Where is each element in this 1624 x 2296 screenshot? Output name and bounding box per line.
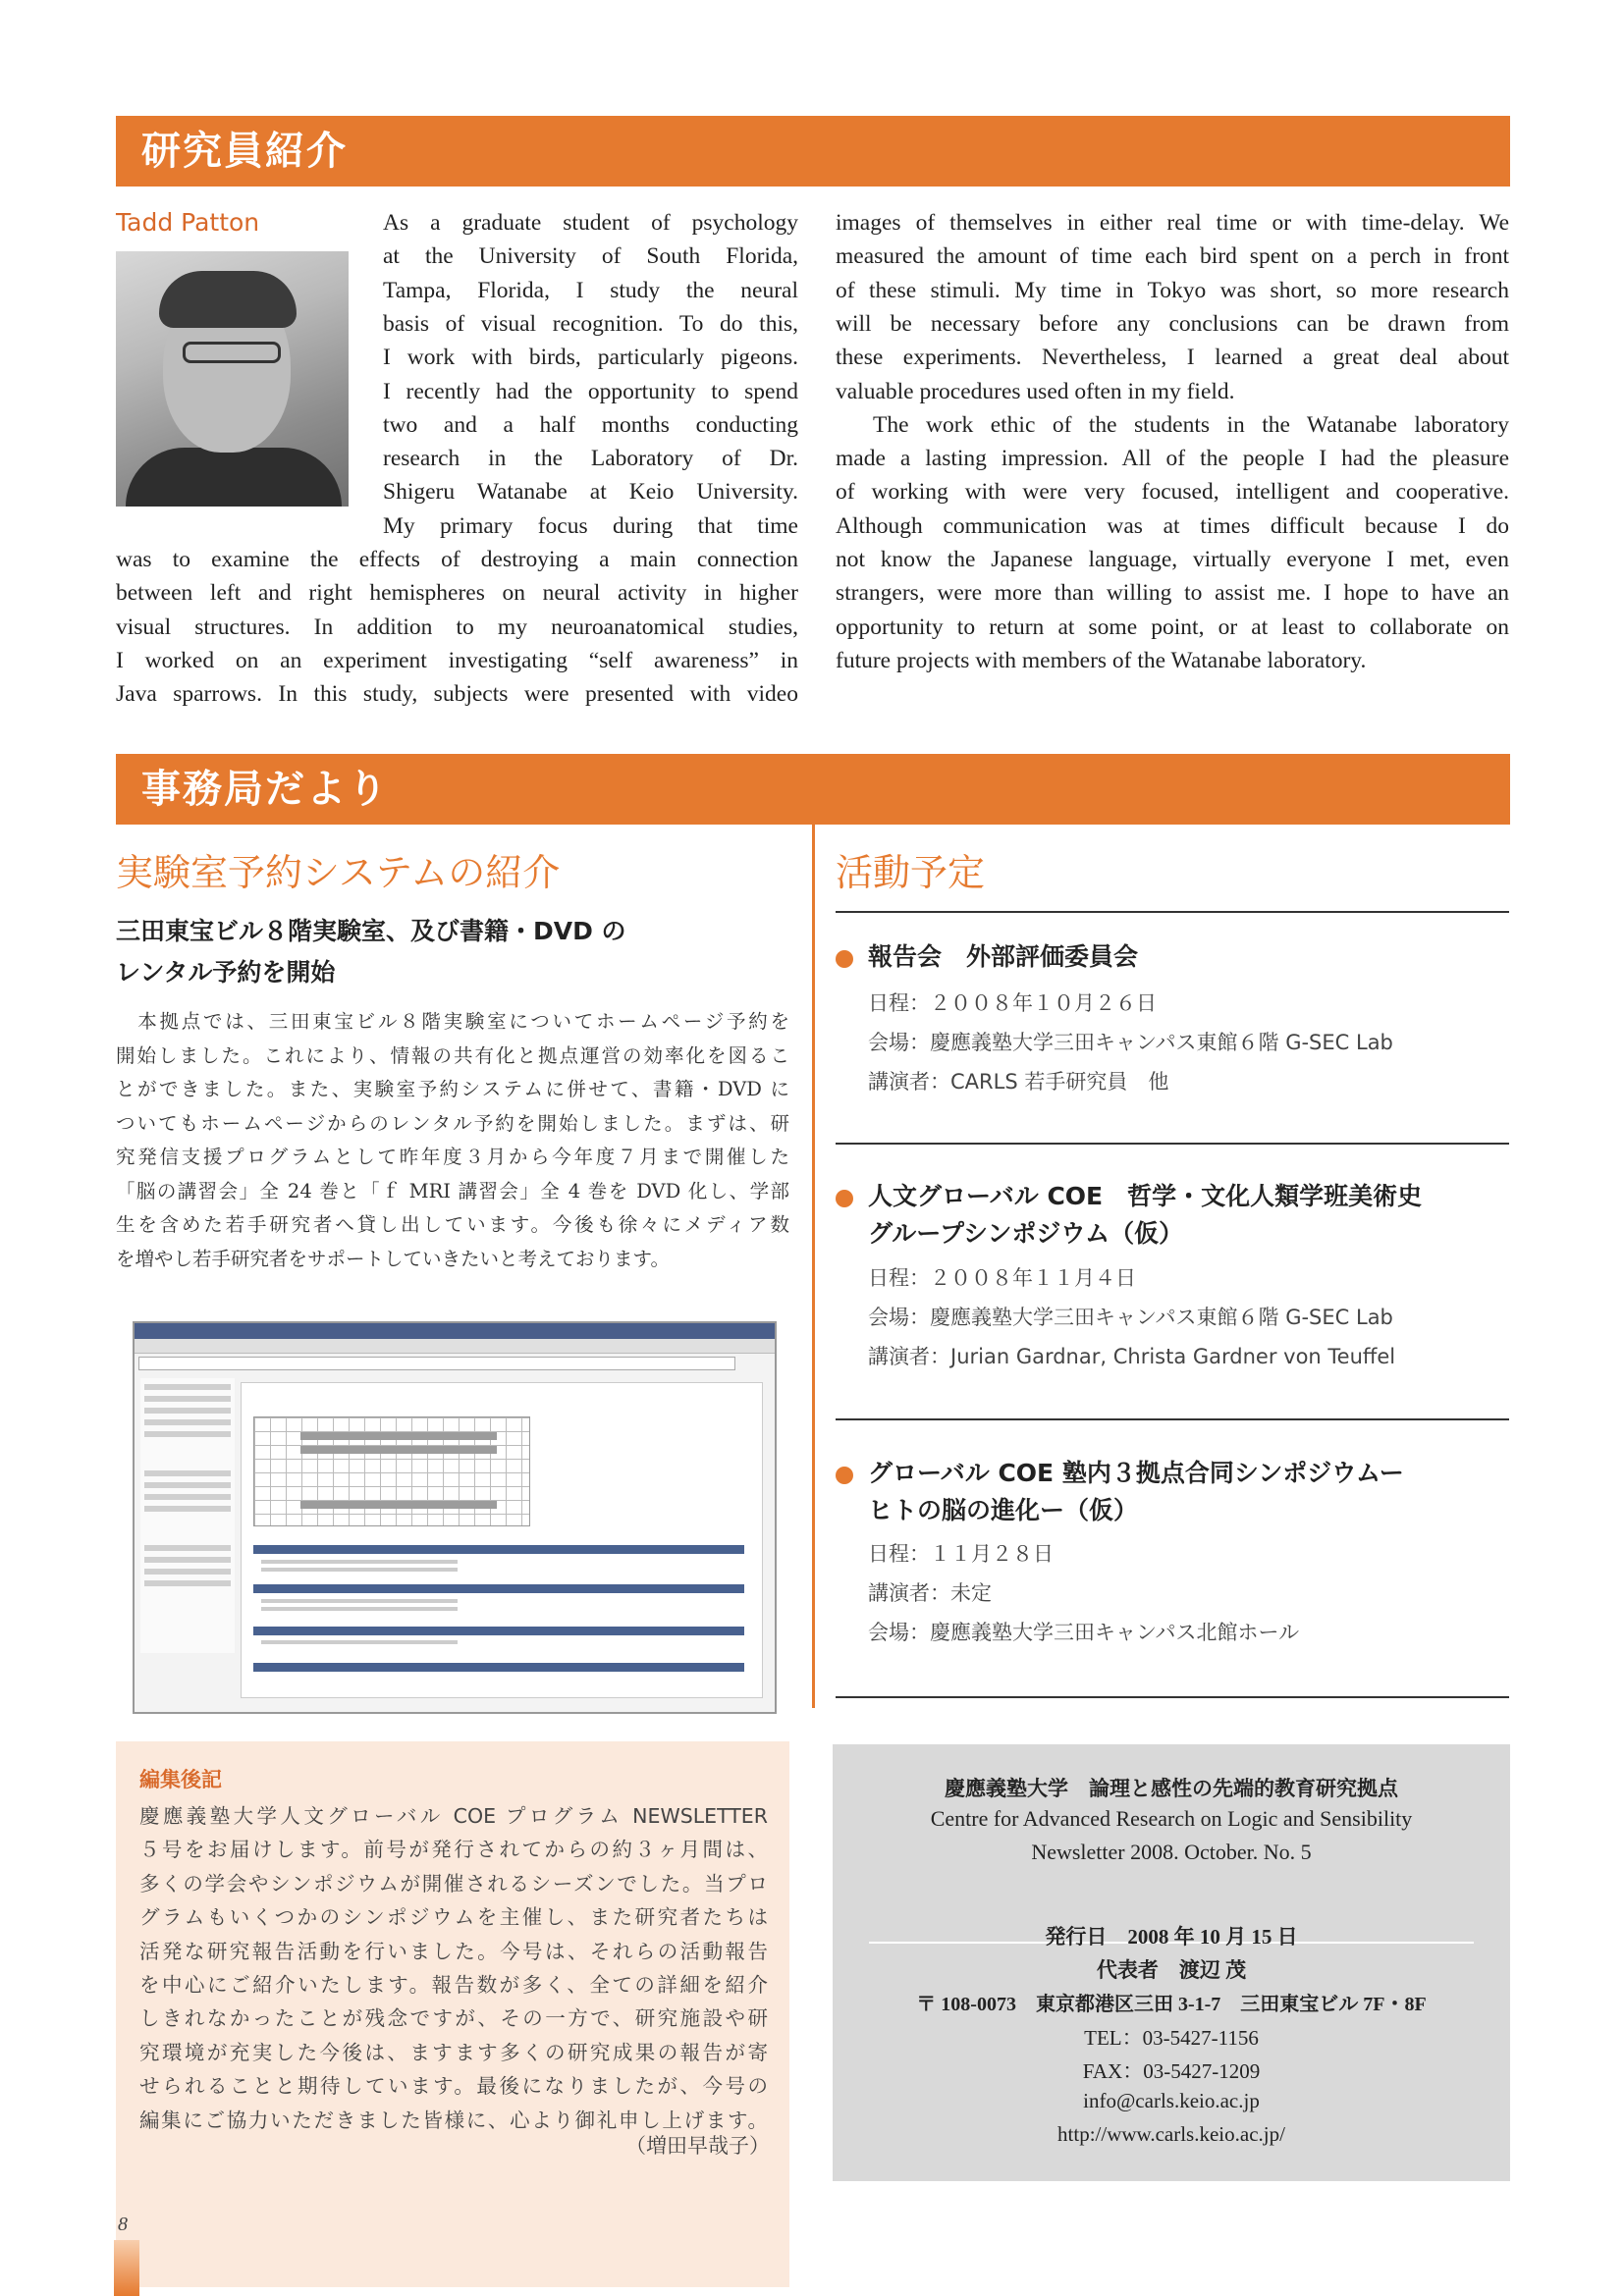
lab-reservation-body-line: とができました。また、実験室予約システムに併せて、書籍・DVD に bbox=[116, 1078, 789, 1100]
lab-reservation-body-line: 開始しました。これにより、情報の共有化と拠点運営の効率化を図るこ bbox=[116, 1043, 789, 1067]
event-3-date: 日程：１１月２８日 bbox=[868, 1542, 1054, 1566]
editorial-body-line: グラムもいくつかのシンポジウムを主催し、また研究者たちは bbox=[139, 1905, 768, 1930]
researcher-text-line: images of themselves in either real time or with time-delay. We bbox=[836, 210, 1509, 236]
researcher-text-line: at the University of South Florida, bbox=[383, 243, 798, 270]
editorial-title: 編集後記 bbox=[139, 1768, 222, 1791]
event-3-title-1: グローバル COE 塾内３拠点合同シンポジウムー bbox=[868, 1459, 1404, 1487]
editorial-body-line: 慶應義塾大学人文グローバル COE プログラム NEWSLETTER bbox=[139, 1804, 768, 1828]
researcher-text-line: research in the Laboratory of Dr. bbox=[383, 446, 798, 472]
event-2-title-2: グループシンポジウム（仮） bbox=[868, 1219, 1184, 1248]
researcher-text-line: basis of visual recognition. To do this, bbox=[383, 310, 798, 337]
column-divider bbox=[812, 819, 815, 1708]
researcher-text-line: Although communication was at times difficult because I do bbox=[836, 512, 1509, 539]
activity-schedule-heading: 活動予定 bbox=[836, 851, 986, 894]
editorial-body-line: 編集にご協力いただきました皆様に、心より御礼申し上げます。 bbox=[139, 2108, 768, 2132]
event-2-date: 日程：２００８年１１月４日 bbox=[868, 1266, 1136, 1290]
publisher-org-jp: 慶應義塾大学 論理と感性の先端的教育研究拠点 bbox=[945, 1777, 1398, 1800]
researcher-text-line: made a lasting impression. All of the people I had the pleasure bbox=[836, 446, 1509, 472]
researcher-text-line: these experiments. Nevertheless, I learned a great deal about bbox=[836, 345, 1509, 371]
researcher-text-line: opportunity to return at some point, or at least to collaborate on bbox=[836, 614, 1509, 640]
publisher-issue: Newsletter 2008. October. No. 5 bbox=[1031, 1840, 1312, 1864]
researcher-text-line: visual structures. In addition to my neuroanatomical studies, bbox=[116, 614, 798, 640]
lab-reservation-body-line: ついてもホームページからのレンタル予約を開始しました。まずは、研 bbox=[116, 1111, 789, 1135]
researcher-name: Tadd Patton bbox=[116, 208, 260, 237]
editorial-body-line: しきれなかったことが残念ですが、その一方で、研究施設や研 bbox=[139, 2006, 768, 2031]
publisher-fax: FAX：03-5427-1209 bbox=[1082, 2059, 1261, 2083]
editorial-body-line: 活発な研究報告活動を行いました。今号は、それらの活動報告 bbox=[139, 1939, 768, 1963]
lab-reservation-subheading-1: 三田東宝ビル８階実験室、及び書籍・DVD の bbox=[116, 917, 626, 945]
page-number: 8 bbox=[118, 2214, 128, 2235]
researcher-text-line: My primary focus during that time bbox=[383, 512, 798, 539]
event-1-venue: 会場：慶應義塾大学三田キャンパス東館６階 G-SEC Lab bbox=[868, 1031, 1393, 1054]
reservation-system-screenshot bbox=[133, 1321, 777, 1714]
researcher-text-line: I recently had the opportunity to spend bbox=[383, 378, 798, 404]
researcher-text-line: was to examine the effects of destroying a main connection bbox=[116, 547, 798, 572]
researcher-text-line: of these stimuli. My time in Tokyo was short, so more research bbox=[836, 277, 1509, 303]
event-1-title: 報告会 外部評価委員会 bbox=[868, 942, 1139, 971]
editorial-body-line: 多くの学会やシンポジウムが開催されるシーズンでした。当プロ bbox=[139, 1871, 768, 1896]
researcher-section-band: 研究員紹介 bbox=[116, 116, 1510, 187]
researcher-text-line: I work with birds, particularly pigeons. bbox=[383, 345, 798, 371]
schedule-rule-3 bbox=[836, 1418, 1509, 1420]
lab-reservation-body-line: を増やし若手研究者をサポートしていきたいと考えております。 bbox=[116, 1247, 670, 1270]
lab-reservation-body-line: 「脳の講習会」全 24 巻と「ｆ MRI 講習会」全 4 巻を DVD 化し、学部 bbox=[116, 1179, 789, 1202]
event-3-speaker: 講演者：未定 bbox=[868, 1581, 992, 1605]
event-3-title-2: ヒトの脳の進化ー（仮） bbox=[868, 1496, 1139, 1524]
event-2-speaker: 講演者：Jurian Gardnar, Christa Gardner von Teuffel bbox=[868, 1345, 1396, 1368]
schedule-rule-2 bbox=[836, 1143, 1509, 1145]
office-section-band: 事務局だより bbox=[116, 754, 1510, 825]
schedule-rule-4 bbox=[836, 1696, 1509, 1698]
researcher-text-line: strangers, were more than willing to assist me. I hope to have an bbox=[836, 580, 1509, 607]
editorial-body-line: を中心にご紹介いたします。報告数が多く、全ての詳細を紹介 bbox=[139, 1973, 768, 1997]
researcher-photo bbox=[116, 251, 349, 507]
editorial-body-line: ５号をお届けします。前号が発行されてからの約３ヶ月間は、 bbox=[139, 1838, 768, 1862]
researcher-text-line: Tampa, Florida, I study the neural bbox=[383, 277, 798, 303]
researcher-text-line: Java sparrows. In this study, subjects were presented with video bbox=[116, 681, 798, 708]
event-bullet-icon bbox=[836, 1467, 853, 1484]
lab-reservation-subheading-2: レンタル予約を開始 bbox=[116, 958, 336, 987]
researcher-text-line: The work ethic of the students in the Watanabe laboratory bbox=[873, 411, 1509, 438]
researcher-text-line: valuable procedures used often in my field. bbox=[836, 378, 1235, 404]
researcher-text-line: will be necessary before any conclusions can be drawn from bbox=[836, 310, 1509, 337]
event-bullet-icon bbox=[836, 950, 853, 968]
event-1-date: 日程：２００８年１０月２６日 bbox=[868, 991, 1157, 1015]
publisher-email[interactable]: info@carls.keio.ac.jp bbox=[1083, 2089, 1260, 2112]
lab-reservation-body-line: 生を含めた若手研究者へ貸し出しています。今後も徐々にメディア数 bbox=[116, 1213, 789, 1236]
event-3-venue: 会場：慶應義塾大学三田キャンパス北館ホール bbox=[868, 1621, 1300, 1644]
researcher-text-line: not know the Japanese language, virtually everyone I met, even bbox=[836, 547, 1509, 572]
editorial-body-line: せられることと期待しています。最後になりましたが、今号の bbox=[139, 2074, 768, 2099]
researcher-text-line: future projects with members of the Watanabe laboratory. bbox=[836, 647, 1367, 673]
publisher-representative: 代表者 渡辺 茂 bbox=[1096, 1958, 1247, 1982]
schedule-rule-1 bbox=[836, 911, 1509, 913]
researcher-text-line: of working with were very focused, intelligent and cooperative. bbox=[836, 479, 1509, 506]
publisher-url[interactable]: http://www.carls.keio.ac.jp/ bbox=[1057, 2122, 1285, 2146]
publisher-tel: TEL：03-5427-1156 bbox=[1084, 2026, 1259, 2050]
lab-reservation-heading: 実験室予約システムの紹介 bbox=[116, 851, 561, 894]
lab-reservation-body-line: 本拠点では、三田東宝ビル８階実験室についてホームページ予約を bbox=[116, 1010, 789, 1033]
event-1-speaker: 講演者：CARLS 若手研究員 他 bbox=[868, 1070, 1169, 1094]
publisher-issued-date: 発行日 2008 年 10 月 15 日 bbox=[1045, 1925, 1298, 1949]
publisher-org-en: Centre for Advanced Research on Logic and Sensibility bbox=[930, 1806, 1413, 1831]
researcher-text-line: I worked on an experiment investigating “self awareness” in bbox=[116, 647, 798, 673]
researcher-text-line: Shigeru Watanabe at Keio University. bbox=[383, 479, 798, 506]
publisher-address: 〒 108-0073 東京都港区三田 3-1-7 三田東宝ビル 7F・8F bbox=[916, 1994, 1427, 2015]
lab-reservation-body-line: 究発信支援プログラムとして昨年度３月から今年度７月まで開催した bbox=[116, 1146, 789, 1168]
editorial-signature: （増田早哉子） bbox=[625, 2134, 770, 2158]
editorial-body-line: 究環境が充実した今後は、ますます多くの研究成果の報告が寄 bbox=[139, 2040, 768, 2064]
researcher-text-line: As a graduate student of psychology bbox=[383, 210, 798, 236]
page-edge-tab bbox=[114, 2240, 139, 2296]
event-2-venue: 会場：慶應義塾大学三田キャンパス東館６階 G-SEC Lab bbox=[868, 1306, 1393, 1329]
event-bullet-icon bbox=[836, 1190, 853, 1207]
researcher-text-line: between left and right hemispheres on neural activity in higher bbox=[116, 580, 798, 607]
event-2-title-1: 人文グローバル COE 哲学・文化人類学班美術史 bbox=[868, 1182, 1423, 1210]
researcher-text-line: measured the amount of time each bird spent on a perch in front bbox=[836, 243, 1509, 270]
researcher-text-line: two and a half months conducting bbox=[383, 411, 798, 438]
